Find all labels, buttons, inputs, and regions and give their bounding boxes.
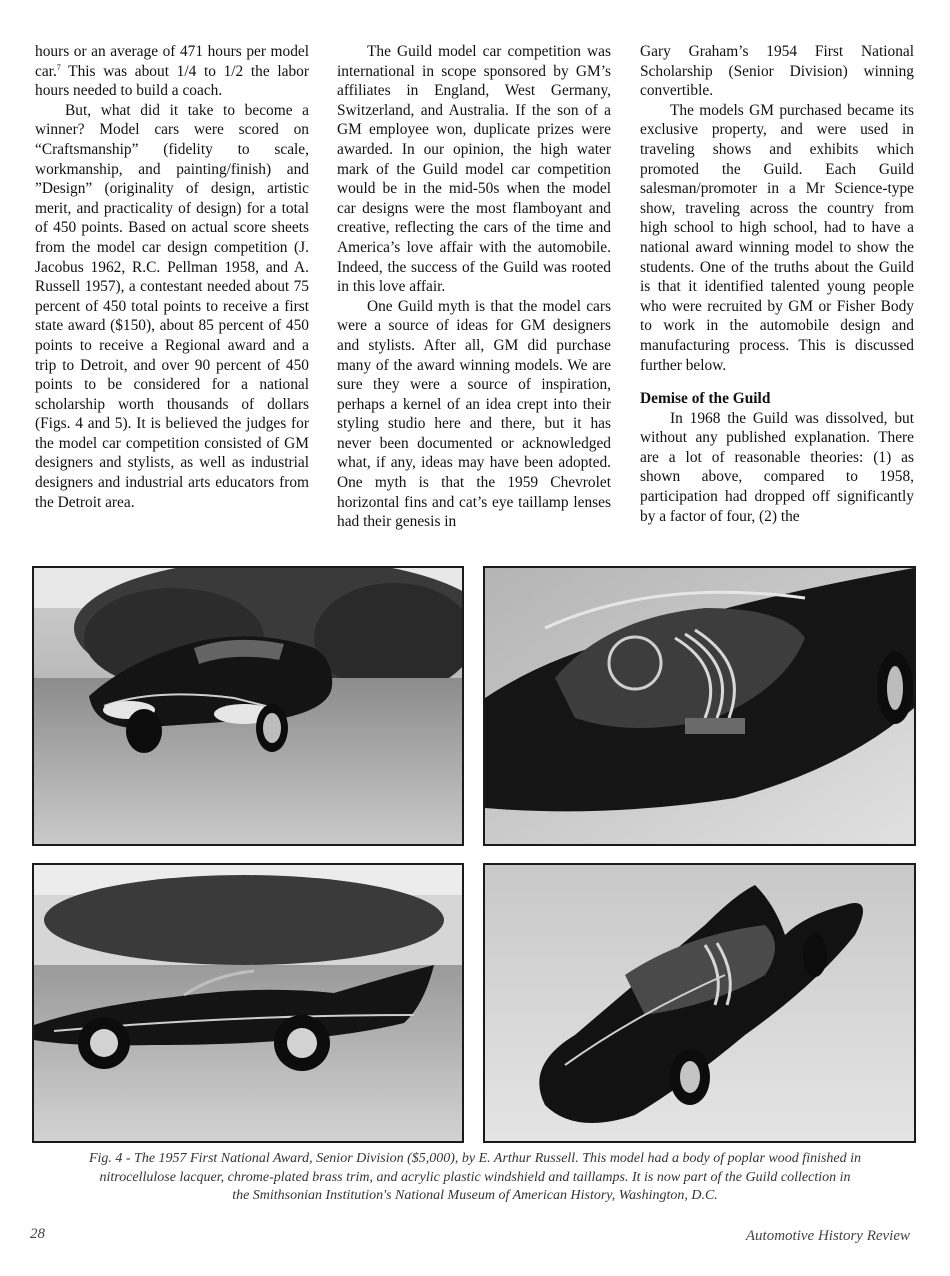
paragraph-text: hours or an average of 471 hours per model car. [35, 43, 309, 80]
footnote-marker: 7 [56, 62, 61, 72]
journal-title: Automotive History Review [745, 1228, 910, 1244]
text-column-3 [640, 42, 914, 526]
photo-car-front-view [32, 566, 464, 846]
photo-car-interior-view [483, 566, 916, 846]
text-column-1 [35, 42, 309, 512]
caption-line: the Smithsonian Institution's National Museum of American History, Washington, D.C. [232, 1188, 718, 1203]
paragraph [35, 42, 309, 101]
caption-line: Fig. 4 - The 1957 First National Award, Senior Division ($5,000), by E. Arthur Russell. This model had a body of poplar wood finished in [88, 1151, 862, 1166]
figure-caption [30, 1150, 920, 1206]
paragraph: In 1968 the Guild was dissolved, but without any published explanation. There are a lot of reasonable theories: (1) as shown above, compared to 1958, participation had dropped off significantly by a factor of four, (2) the [640, 409, 914, 525]
paragraph: The Guild model car competition was international in scope sponsored by GM’s affiliates in England, West Germany, Switzerland, and Australia. If the son of a GM employee won, duplicate prizes were awarded. In our opinion, the high water mark of the Guild model car competition would be in the mid-50s when the model car designs were the most flamboyant and creative, reflecting the cars of the time and America’s love affair with the automobile. Indeed, the success of the Guild was rooted in this love affair. [337, 43, 611, 296]
paragraph: Gary Graham’s 1954 First National Scholarship (Senior Division) winning convertible. [640, 43, 914, 100]
photo-car-side-view [32, 863, 464, 1143]
paragraph-text: This was about 1/4 to 1/2 the labor hours needed to build a coach. [35, 62, 309, 100]
paragraph: The models GM purchased became its exclusive property, and were used in traveling shows and exhibits which promoted the Guild. Each Guild salesman/promoter in a Mr Science-type show, traveling across the country from high school to high school, had to have a national award winning model to show the students. One of the truths about the Guild is that it identified talented young people who were recruited by GM or Fisher Body to work in the automobile design and manufacturing process. This is discussed further below. [640, 101, 914, 374]
photo-car-rear-view [483, 863, 916, 1143]
text-column-2 [337, 42, 611, 532]
section-heading: Demise of the Guild [640, 390, 771, 408]
page-number: 28 [30, 1226, 45, 1242]
paragraph: One Guild myth is that the model cars were a source of ideas for GM designers and stylists. After all, GM did purchase many of the award winning models. We are sure they were a source of inspiration, perhaps a kernel of an idea crept into their styling studio here and there, but it has never been documented or acknowledged what, if any, ideas may have been adopted. One myth is that the 1959 Chevrolet horizontal fins and cat’s eye taillamp lenses had their genesis in [337, 297, 611, 531]
paragraph: But, what did it take to become a winner? Model cars were scored on “Craftsmanship” (fidelity to scale, workmanship, and painting/finish) and ”Design” (originality of design, artistic merit, and practicality of design) for a total of 450 points. Based on actual score sheets from the model car design competition (J. Jacobus 1962, R.C. Pellman 1958, and A. Russell 1957), a contestant needed about 75 percent of 450 total points to receive a first state award ($150), about 85 percent of 450 points to receive a Regional award and a trip to Detroit, and over 90 percent of 450 points to be considered for a national scholarship worth thousands of dollars (Figs. 4 and 5). It is believed the judges for the model car competition consisted of GM designers and stylists, as well as industrial designers and industrial arts educators from the Detroit area. [35, 101, 309, 511]
caption-line: nitrocellulose lacquer, chrome-plated brass trim, and acrylic plastic windshield and taillamps. It is now part of the Guild collection in [99, 1169, 851, 1185]
